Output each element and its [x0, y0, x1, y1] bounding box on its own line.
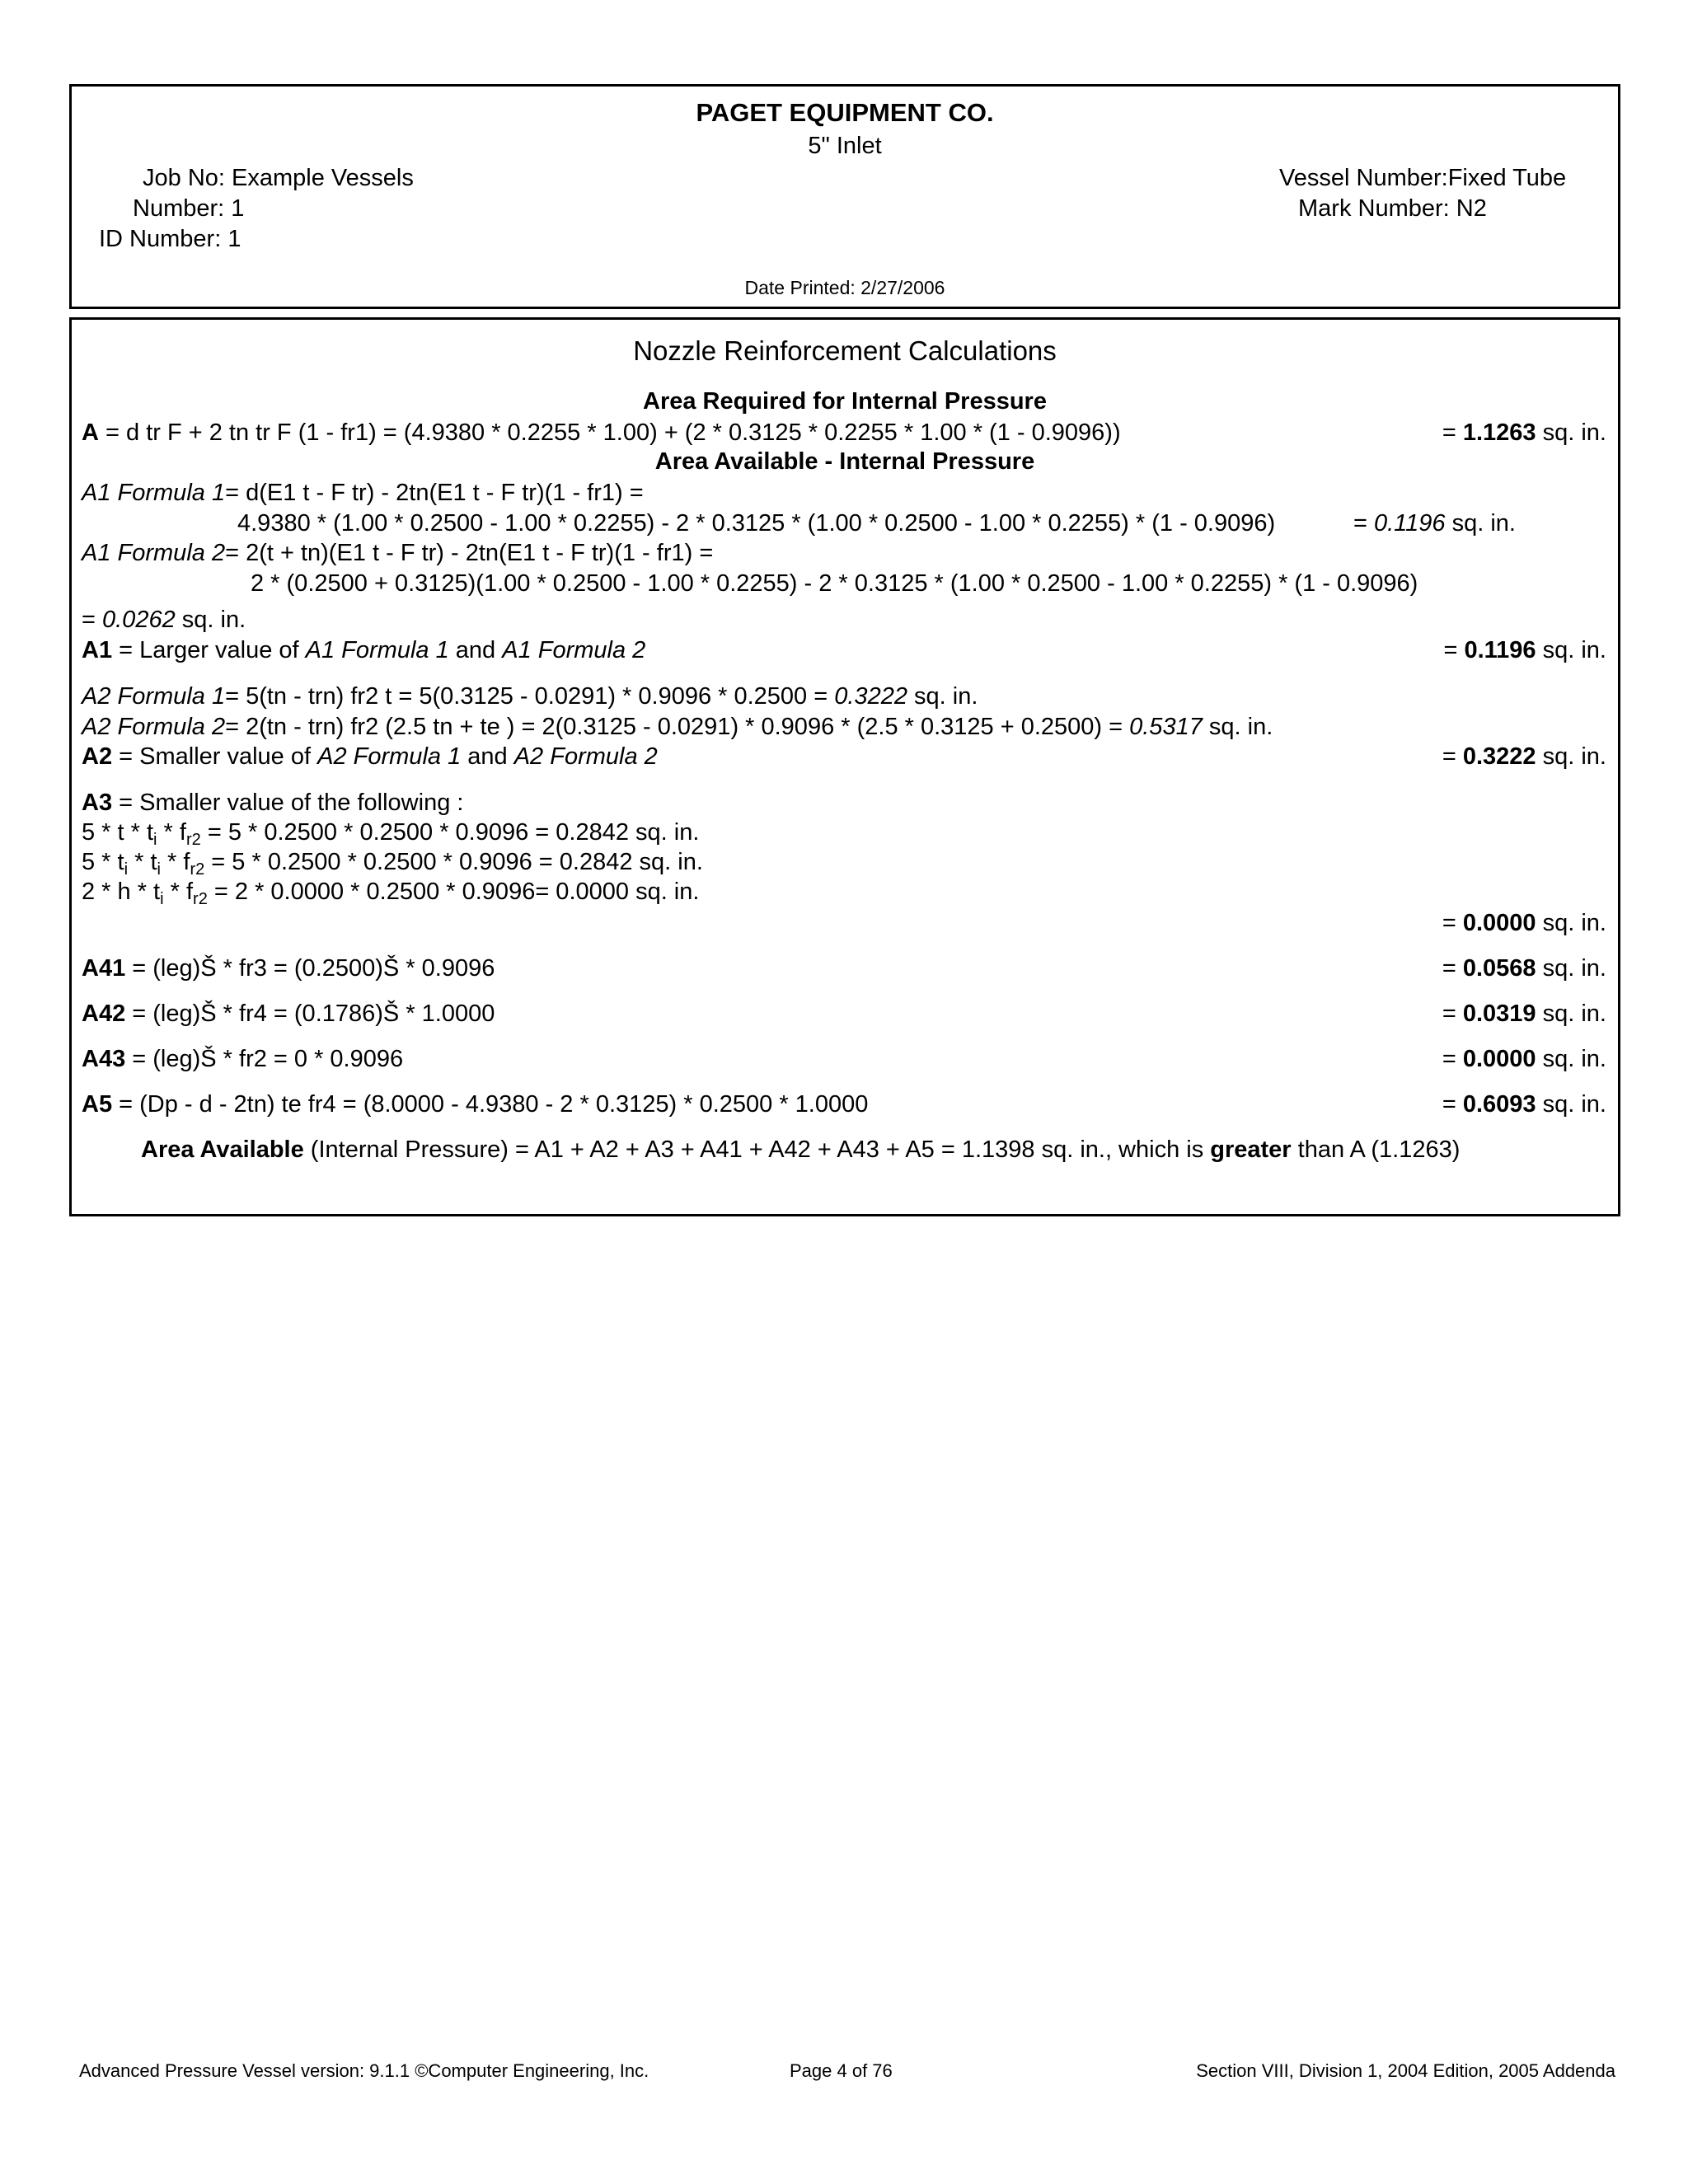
footer-page-number: Page 4 of 76 [790, 2060, 893, 2081]
a42-result: = 0.0319 sq. in. [1442, 1001, 1606, 1027]
a-result: = 1.1263 sq. in. [1442, 419, 1606, 446]
vessel-number: Vessel Number:Fixed Tube [1279, 165, 1567, 191]
mark-number: Mark Number: N2 [1298, 195, 1487, 222]
vessel-number-value: Fixed Tube [1447, 165, 1567, 191]
area-required-heading: Area Required for Internal Pressure [643, 388, 1047, 415]
job-number: Job No: Example Vessels [143, 165, 414, 191]
footer-section: Section VIII, Division 1, 2004 Edition, 2005 Addenda [1196, 2060, 1615, 2081]
date-printed: Date Printed: 2/27/2006 [744, 277, 945, 298]
a42-formula: A42 = (leg)Š * fr4 = (0.1786)Š * 1.0000 [82, 1001, 495, 1027]
a3-result: = 0.0000 sq. in. [1442, 910, 1606, 936]
a1-definition: A1 = Larger value of A1 Formula 1 and A1 Formula 2 [82, 637, 646, 663]
a1-formula-2-result: = 0.0262 sq. in. [82, 607, 246, 633]
a5-formula: A5 = (Dp - d - 2tn) te fr4 = (8.0000 - 4.9380 - 2 * 0.3125) * 0.2500 * 1.0000 [82, 1091, 869, 1118]
a43-formula: A43 = (leg)Š * fr2 = 0 * 0.9096 [82, 1046, 404, 1072]
a3-option-2: $5 * t_i * t_i * f_{r2} = 5 * 0.2500 * 0.2500 * 0.9096 = 0.2842$ sq. in. [82, 849, 703, 879]
number: Number: 1 [133, 195, 245, 222]
a43-result: = 0.0000 sq. in. [1442, 1046, 1606, 1072]
a3-option-1: $5 * t * t_i * f_{r2} = 5 * 0.2500 * 0.2500 * 0.9096 = 0.2842$ sq. in. [82, 819, 700, 849]
a41-formula: A41 = (leg)Š * fr3 = (0.2500)Š * 0.9096 [82, 955, 495, 982]
a-formula: A = d tr F + 2 tn tr F (1 - fr1) = (4.9380 * 0.2255 * 1.00) + (2 * 0.3125 * 0.2255 * 1.00 * (1 - 0.9096)) [82, 419, 1121, 446]
a2-formula-2: A2 Formula 2= 2(tn - trn) fr2 (2.5 tn + te ) = 2(0.3125 - 0.0291) * 0.9096 * (2.5 * 0.3125 + 0.2500) = 0.5317 sq. in. [82, 714, 1273, 740]
a1-formula-2: A1 Formula 2= 2(t + tn)(E1 t - F tr) - 2tn(E1 t - F tr)(1 - fr1) = [82, 540, 714, 566]
a1-formula-2-calc: 2 * (0.2500 + 0.3125)(1.00 * 0.2500 - 1.00 * 0.2255) - 2 * 0.3125 * (1.00 * 0.2500 - 1.00 * 0.2255) * (1 - 0.9096) [251, 570, 1418, 597]
area-available-heading: Area Available - Internal Pressure [654, 448, 1035, 475]
report-subtitle: 5" Inlet [808, 133, 882, 159]
report-header [69, 84, 1620, 309]
section-title: Nozzle Reinforcement Calculations [633, 335, 1057, 366]
a2-result: = 0.3222 sq. in. [1442, 743, 1606, 770]
area-available-summary: Area Available (Internal Pressure) = A1 + A2 + A3 + A41 + A42 + A43 + A5 = 1.1398 sq. in., which is greater than A (1.1263) [141, 1137, 1461, 1163]
a3-definition: A3 = Smaller value of the following : [82, 790, 464, 816]
a2-definition: A2 = Smaller value of A2 Formula 1 and A2 Formula 2 [82, 743, 658, 770]
a41-result: = 0.0568 sq. in. [1442, 955, 1606, 982]
a3-option-3: $2 * h * t_i * f_{r2} = 2 * 0.0000 * 0.2500 * 0.9096= 0.0000$ sq. in. [82, 879, 700, 908]
a1-formula-1: A1 Formula 1= d(E1 t - F tr) - 2tn(E1 t - F tr)(1 - fr1) = [82, 480, 644, 506]
a2-formula-1: A2 Formula 1= 5(tn - trn) fr2 t = 5(0.3125 - 0.0291) * 0.9096 * 0.2500 = 0.3222 sq. in. [82, 683, 978, 710]
a1-formula-1-calc: 4.9380 * (1.00 * 0.2500 - 1.00 * 0.2255) - 2 * 0.3125 * (1.00 * 0.2500 - 1.00 * 0.2255) * (1 - 0.9096) [237, 510, 1276, 537]
id-number: ID Number: 1 [99, 226, 241, 252]
calculation-section [69, 317, 1620, 1216]
a1-result: = 0.1196 sq. in. [1443, 637, 1606, 663]
company-name: PAGET EQUIPMENT CO. [696, 98, 994, 127]
footer-version: Advanced Pressure Vessel version: 9.1.1 ©Computer Engineering, Inc. [79, 2060, 649, 2081]
a1-formula-1-result: = 0.1196 sq. in. [1353, 510, 1516, 537]
a5-result: = 0.6093 sq. in. [1442, 1091, 1606, 1118]
